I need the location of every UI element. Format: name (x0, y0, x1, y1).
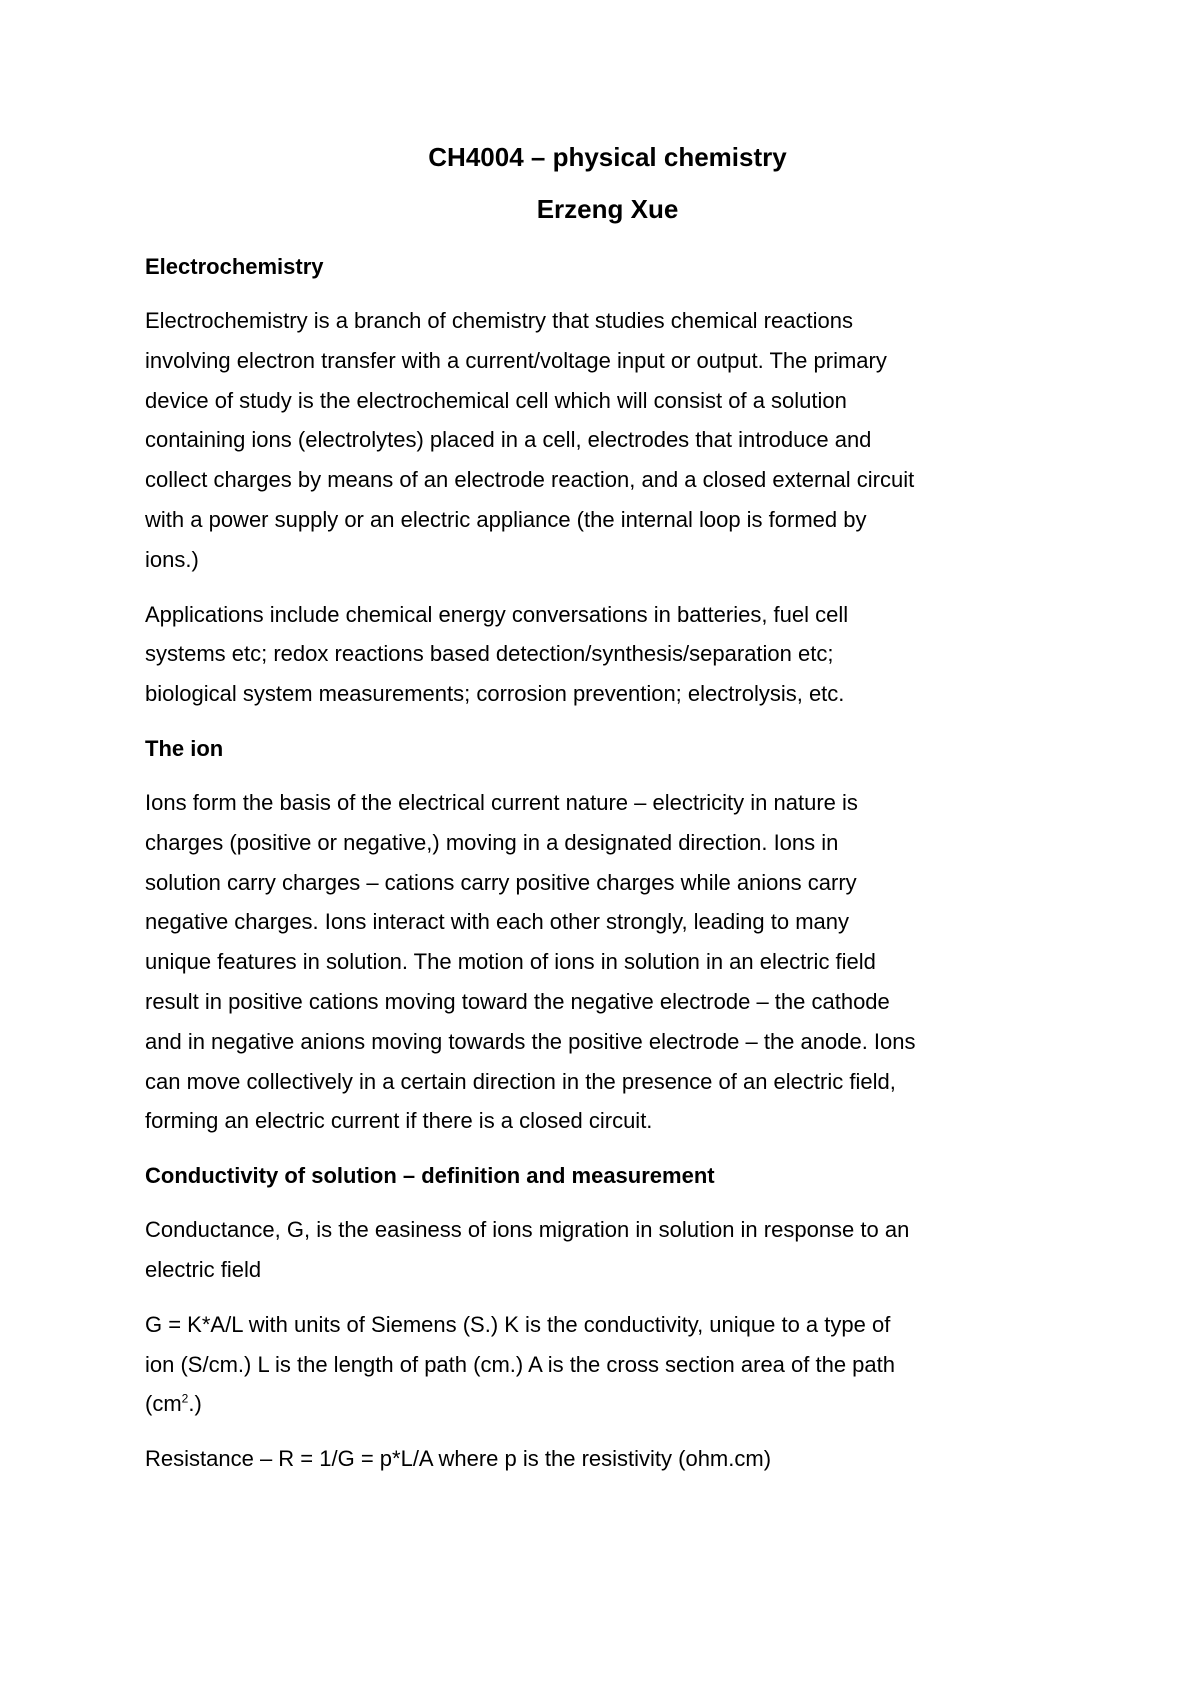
text-line: Resistance – R = 1/G = p*L/A where p is the resistivity (ohm.cm) (145, 1446, 772, 1472)
unit-superscript: 2 (181, 1392, 189, 1406)
text-line: collect charges by means of an electrode reaction, and a closed external circuit (145, 467, 915, 493)
text-line: result in positive cations moving toward the negative electrode – the cathode (145, 988, 890, 1014)
text-line: negative charges. Ions interact with each other strongly, leading to many (145, 909, 849, 935)
text-line: can move collectively in a certain direction in the presence of an electric field, (145, 1068, 896, 1094)
paragraph-electrochemistry-definition (145, 301, 1070, 580)
text-line: biological system measurements; corrosion prevention; electrolysis, etc. (145, 681, 845, 707)
document-title: CH4004 – physical chemistry (428, 142, 787, 172)
paragraph-resistance-formula (145, 1439, 1070, 1479)
text-line: forming an electric current if there is a closed circuit. (145, 1108, 653, 1134)
text-line: device of study is the electrochemical cell which will consist of a solution (145, 387, 847, 413)
text-line: ion (S/cm.) L is the length of path (cm.) A is the cross section area of the path (145, 1351, 895, 1377)
paragraph-electrochemistry-applications (145, 595, 1070, 714)
document-author: Erzeng Xue (536, 194, 679, 224)
text-line: with a power supply or an electric appliance (the internal loop is formed by (145, 506, 867, 532)
text-line: charges (positive or negative,) moving in a designated direction. Ions in (145, 829, 839, 855)
text-line: and in negative anions moving towards the positive electrode – the anode. Ions (145, 1028, 916, 1054)
text-line-with-superscript (145, 1384, 1070, 1424)
section-heading-ion: The ion (145, 735, 224, 761)
paragraph-conductance-definition (145, 1210, 1070, 1290)
paragraph-ion (145, 783, 1070, 1141)
unit-text-suffix: .) (188, 1391, 202, 1417)
text-line: unique features in solution. The motion of ions in solution in an electric field (145, 949, 876, 975)
paragraph-conductance-formula (145, 1305, 1070, 1424)
text-line: Electrochemistry is a branch of chemistry that studies chemical reactions (145, 308, 853, 333)
text-line: systems etc; redox reactions based detection/synthesis/separation etc; (145, 641, 834, 667)
text-line: Conductance, G, is the easiness of ions migration in solution in response to an (145, 1217, 910, 1243)
text-line: containing ions (electrolytes) placed in a cell, electrodes that introduce and (145, 427, 872, 453)
text-line: electric field (145, 1256, 262, 1282)
text-line: involving electron transfer with a current/voltage input or output. The primary (145, 347, 887, 373)
section-heading-conductivity: Conductivity of solution – definition and measurement (145, 1163, 715, 1189)
document-page (145, 140, 1070, 1494)
text-line: Applications include chemical energy conversations in batteries, fuel cell (145, 601, 849, 627)
unit-text: (cm (145, 1391, 182, 1417)
text-line: Ions form the basis of the electrical current nature – electricity in nature is (145, 789, 858, 815)
text-line: solution carry charges – cations carry positive charges while anions carry (145, 869, 857, 895)
text-line: G = K*A/L with units of Siemens (S.) K is the conductivity, unique to a type of (145, 1311, 891, 1337)
text-line: ions.) (145, 546, 199, 572)
section-heading-electrochemistry: Electrochemistry (145, 254, 324, 279)
